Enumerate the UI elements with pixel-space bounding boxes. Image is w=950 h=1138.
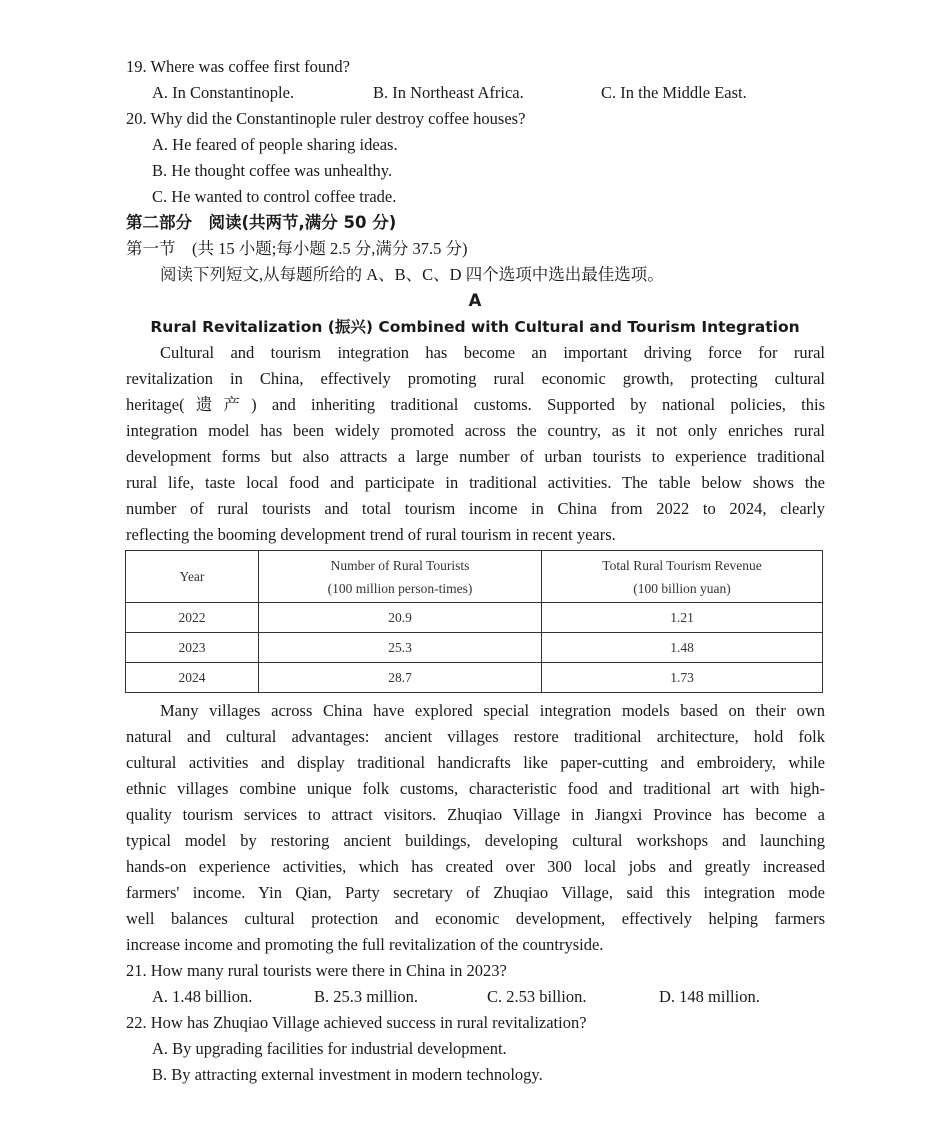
question-21-option-c: C. 2.53 billion. [487, 987, 587, 1006]
question-21-stem: 21. How many rural tourists were there in China in 2023? [126, 961, 507, 980]
table-header-row [126, 551, 823, 603]
paragraph-1-line: heritage(遗产) and inheriting traditional customs. Supported by national policies, this [126, 395, 825, 414]
paragraph-2-line: farmers' income. Yin Qian, Party secretary of Zhuqiao Village, said this integration mode [126, 883, 825, 902]
passage-title: Rural Revitalization (振兴) Combined with Cultural and Tourism Integration [150, 318, 800, 336]
table-cell-tourists: 25.3 [259, 633, 542, 663]
question-19-option-c: C. In the Middle East. [601, 83, 747, 102]
table-row [126, 663, 823, 693]
header-year-label: Year [179, 569, 205, 584]
paragraph-1-line: reflecting the booming development trend of rural tourism in recent years. [126, 525, 616, 544]
paragraph-2-line: typical model by restoring ancient buildings, developing cultural workshops and launching [126, 831, 825, 850]
question-19-stem: 19. Where was coffee first found? [126, 57, 350, 76]
passage-letter: A [468, 291, 482, 310]
question-22-option-b: B. By attracting external investment in modern technology. [152, 1065, 543, 1084]
paragraph-2-line: increase income and promoting the full revitalization of the countryside. [126, 935, 604, 954]
paragraph-2-line: quality tourism services to attract visitors. Zhuqiao Village in Jiangxi Province has become a [126, 805, 825, 824]
table-cell-revenue: 1.73 [542, 663, 823, 693]
paragraph-2-line: Many villages across China have explored special integration models based on their own [160, 701, 825, 720]
question-19-option-a: A. In Constantinople. [152, 83, 295, 102]
rural-tourism-table [125, 550, 823, 693]
header-year [126, 551, 259, 603]
reading-instructions: 阅读下列短文,从每题所给的 A、B、C、D 四个选项中选出最佳选项。 [160, 265, 664, 284]
question-21-option-d: D. 148 million. [659, 987, 760, 1006]
paragraph-1-line: development forms but also attracts a large number of urban tourists to experience traditional [126, 447, 825, 466]
section-one-heading: 第一节 (共 15 小题;每小题 2.5 分,满分 37.5 分) [126, 239, 468, 258]
table-cell-tourists: 20.9 [259, 603, 542, 633]
question-20-option-c: C. He wanted to control coffee trade. [152, 187, 397, 206]
header-revenue-label: Total Rural Tourism Revenue [602, 557, 762, 573]
paragraph-2-line: hands-on experience activities, which has created over 300 local jobs and greatly increased [126, 857, 825, 876]
paragraph-1-line: revitalization in China, effectively promoting rural economic growth, protecting cultural [126, 369, 825, 388]
question-20-stem: 20. Why did the Constantinople ruler destroy coffee houses? [126, 109, 526, 128]
question-19-option-b: B. In Northeast Africa. [373, 83, 524, 102]
table-cell-year: 2023 [126, 633, 259, 663]
paragraph-2-line: well balances cultural protection and economic development, effectively helping farmers [126, 909, 825, 928]
header-revenue [542, 551, 823, 603]
table-cell-year: 2024 [126, 663, 259, 693]
table-cell-tourists: 28.7 [259, 663, 542, 693]
header-tourists [259, 551, 542, 603]
table-row [126, 633, 823, 663]
question-21-option-a: A. 1.48 billion. [152, 987, 253, 1006]
question-21-option-b: B. 25.3 million. [314, 987, 419, 1006]
header-tourists-unit: (100 million person-times) [327, 580, 473, 596]
paragraph-1-line: number of rural tourists and total tourism income in China from 2022 to 2024, clearly [126, 499, 825, 518]
paragraph-1-line: rural life, taste local food and participate in traditional activities. The table below shows the [126, 473, 825, 492]
paragraph-2-line: natural and cultural advantages: ancient villages restore traditional architecture, hold folk [126, 727, 825, 746]
paragraph-2-line: cultural activities and display traditional handicrafts like paper-cutting and embroidery, while [126, 753, 825, 772]
table-row [126, 603, 823, 633]
question-20-option-a: A. He feared of people sharing ideas. [152, 135, 398, 154]
paragraph-2-line: ethnic villages combine unique folk customs, characteristic food and traditional art with high- [126, 779, 825, 798]
header-tourists-label: Number of Rural Tourists [330, 557, 470, 573]
part-two-heading: 第二部分 阅读(共两节,满分 50 分) [126, 213, 397, 232]
question-22-stem: 22. How has Zhuqiao Village achieved success in rural revitalization? [126, 1013, 587, 1032]
question-22-option-a: A. By upgrading facilities for industrial development. [152, 1039, 507, 1058]
question-20-option-b: B. He thought coffee was unhealthy. [152, 161, 393, 180]
paragraph-1-line: integration model has been widely promoted across the country, as it not only enriches rural [126, 421, 825, 440]
table-cell-year: 2022 [126, 603, 259, 633]
table-cell-revenue: 1.48 [542, 633, 823, 663]
paragraph-1-line: Cultural and tourism integration has become an important driving force for rural [160, 343, 825, 362]
header-revenue-unit: (100 billion yuan) [633, 580, 731, 596]
table-cell-revenue: 1.21 [542, 603, 823, 633]
